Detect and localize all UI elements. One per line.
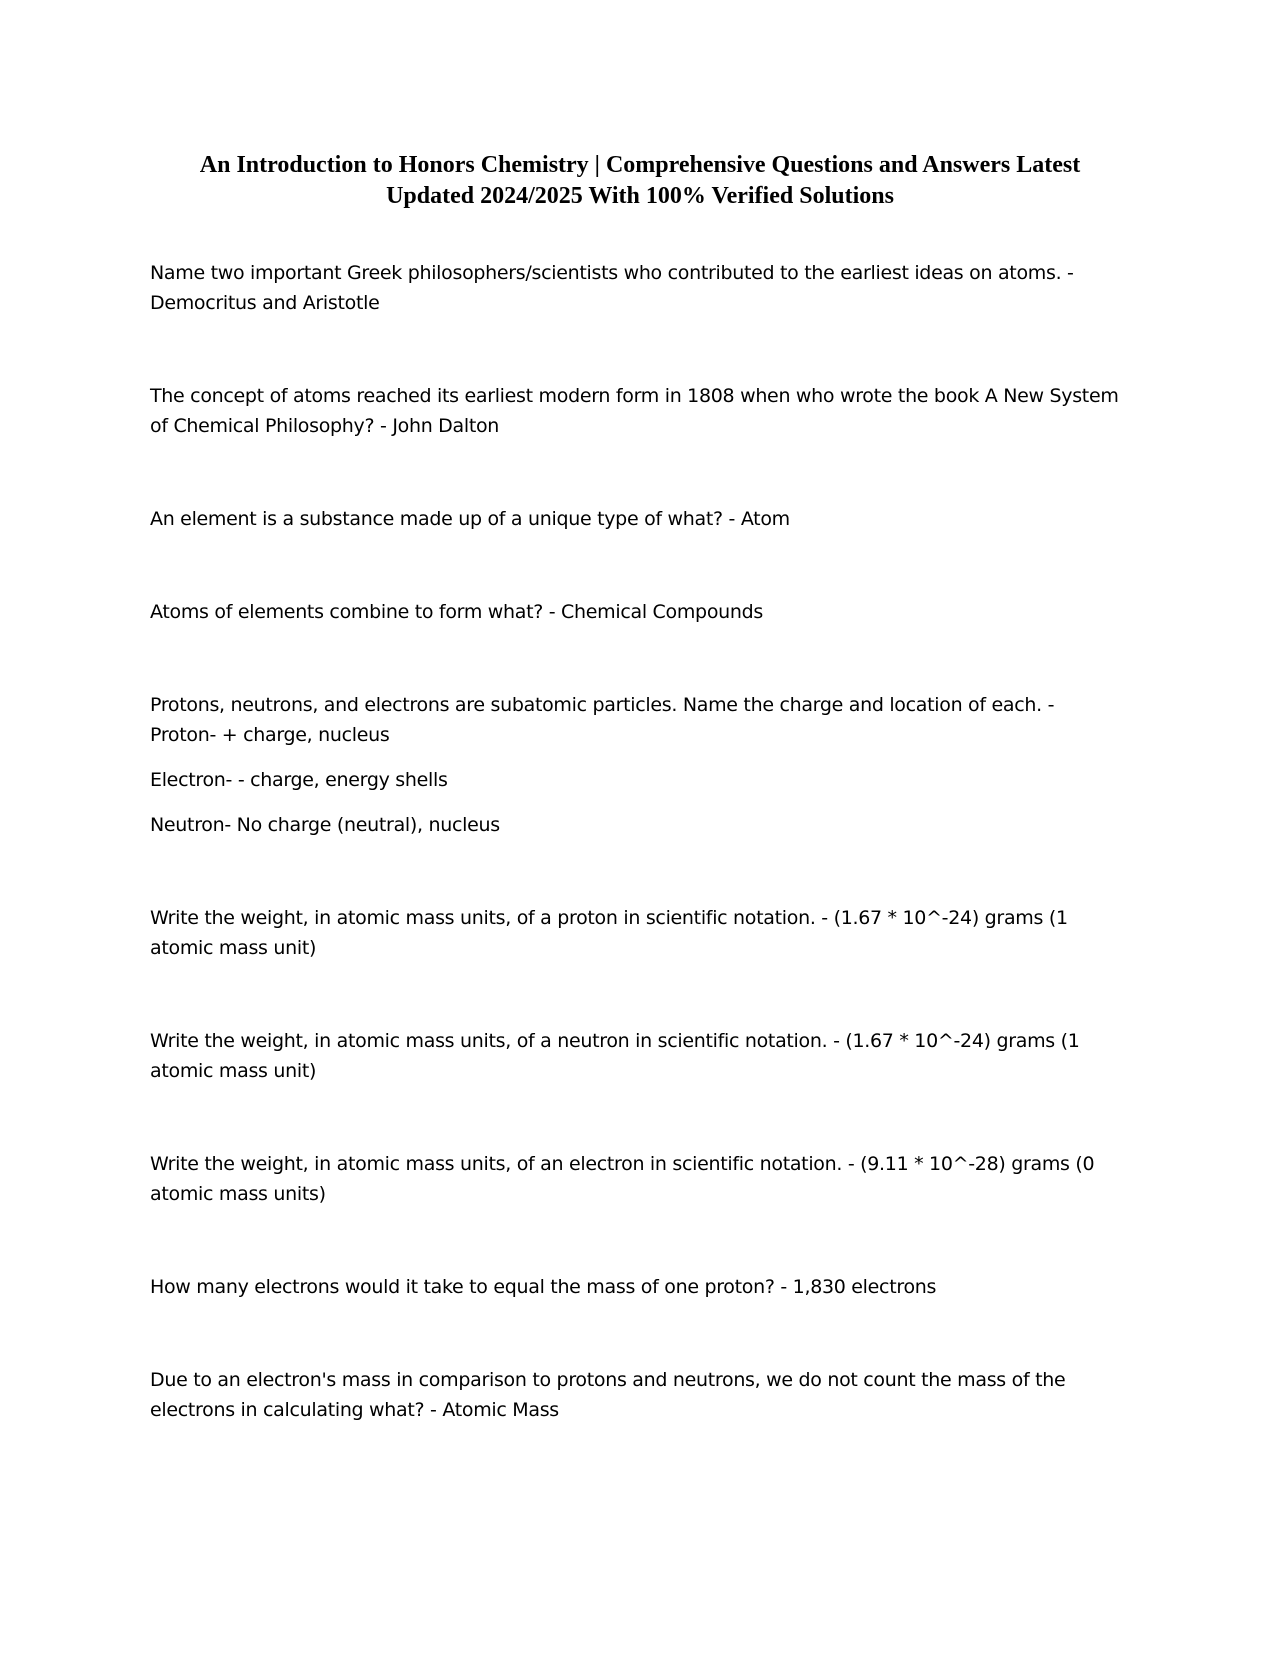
qa-item-5-electron: Electron- - charge, energy shells [150, 769, 448, 791]
qa-item-1: Name two important Greek philosophers/scientists who contributed to the earliest ideas on atoms. - Democritus and Aristotle [150, 262, 1074, 314]
document-title [150, 150, 1130, 212]
qa-item-10: Due to an electron's mass in comparison to protons and neutrons, we do not count the mass of the electrons in calculating what? - Atomic Mass [150, 1369, 1066, 1421]
qa-item-9: How many electrons would it take to equal the mass of one proton? - 1,830 electrons [150, 1276, 937, 1298]
qa-item-5: Protons, neutrons, and electrons are subatomic particles. Name the charge and location of each. - Proton- + charge, nucleus [150, 694, 1055, 746]
qa-item-2: The concept of atoms reached its earliest modern form in 1808 when who wrote the book A New System of Chemical Philosophy? - John Dalton [150, 385, 1119, 437]
qa-list [150, 258, 1120, 1425]
qa-item-8: Write the weight, in atomic mass units, of an electron in scientific notation. - (9.11 * 10^-28) grams (0 atomic mass units) [150, 1153, 1095, 1205]
qa-item-7: Write the weight, in atomic mass units, of a neutron in scientific notation. - (1.67 * 10^-24) grams (1 atomic mass unit) [150, 1030, 1080, 1082]
document-title-line-1: An Introduction to Honors Chemistry | Comprehensive Questions and Answers Latest [199, 152, 1081, 178]
document-title-line-2: Updated 2024/2025 With 100% Verified Solutions [386, 183, 894, 209]
qa-item-3: An element is a substance made up of a unique type of what? - Atom [150, 508, 790, 530]
qa-item-6: Write the weight, in atomic mass units, of a proton in scientific notation. - (1.67 * 10^-24) grams (1 atomic mass unit) [150, 907, 1068, 959]
qa-item-4: Atoms of elements combine to form what? - Chemical Compounds [150, 601, 763, 623]
qa-item-5-neutron: Neutron- No charge (neutral), nucleus [150, 814, 500, 836]
